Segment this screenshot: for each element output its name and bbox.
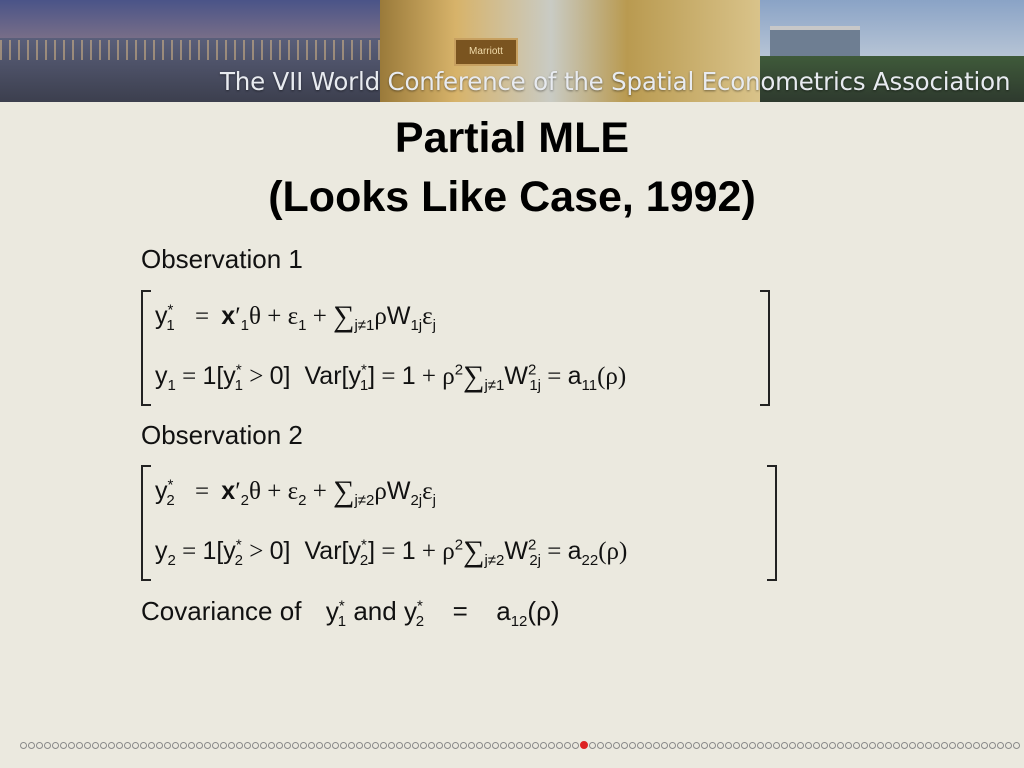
progress-dot[interactable]	[725, 742, 732, 749]
progress-dot[interactable]	[492, 742, 499, 749]
progress-dot[interactable]	[76, 742, 83, 749]
progress-dot[interactable]	[476, 742, 483, 749]
progress-dot[interactable]	[172, 742, 179, 749]
covariance-prefix: Covariance of	[141, 596, 302, 626]
progress-dot[interactable]	[532, 742, 539, 749]
progress-dot[interactable]	[404, 742, 411, 749]
progress-dot[interactable]	[677, 742, 684, 749]
progress-dot[interactable]	[220, 742, 227, 749]
progress-dot-current[interactable]	[580, 741, 588, 749]
progress-dot[interactable]	[44, 742, 51, 749]
progress-dot[interactable]	[356, 742, 363, 749]
progress-dot[interactable]	[148, 742, 155, 749]
progress-dot[interactable]	[268, 742, 275, 749]
progress-dot[interactable]	[645, 742, 652, 749]
progress-dot[interactable]	[909, 742, 916, 749]
progress-dot[interactable]	[653, 742, 660, 749]
progress-dot[interactable]	[781, 742, 788, 749]
progress-dot[interactable]	[853, 742, 860, 749]
covariance-and: and	[353, 596, 397, 626]
progress-dot[interactable]	[789, 742, 796, 749]
progress-dot[interactable]	[572, 742, 579, 749]
right-bracket	[760, 290, 770, 406]
progress-dot[interactable]	[180, 742, 187, 749]
progress-dot[interactable]	[228, 742, 235, 749]
slide-progress-dots[interactable]	[20, 739, 1010, 751]
progress-dot[interactable]	[741, 742, 748, 749]
progress-dot[interactable]	[797, 742, 804, 749]
progress-dot[interactable]	[957, 742, 964, 749]
progress-dot[interactable]	[925, 742, 932, 749]
slide-subtitle: (Looks Like Case, 1992)	[268, 173, 756, 221]
progress-dot[interactable]	[316, 742, 323, 749]
progress-dot[interactable]	[589, 742, 596, 749]
progress-dot[interactable]	[156, 742, 163, 749]
progress-dot[interactable]	[500, 742, 507, 749]
progress-dot[interactable]	[348, 742, 355, 749]
progress-dot[interactable]	[845, 742, 852, 749]
progress-dot[interactable]	[284, 742, 291, 749]
covariance-equals: =	[452, 596, 468, 626]
progress-dot[interactable]	[933, 742, 940, 749]
progress-dot[interactable]	[124, 742, 131, 749]
covariance-y2: y	[403, 596, 417, 626]
progress-dot[interactable]	[621, 742, 628, 749]
progress-dot[interactable]	[36, 742, 43, 749]
progress-dot[interactable]	[821, 742, 828, 749]
left-bracket	[141, 290, 151, 406]
banner-sign: Marriott	[454, 38, 518, 66]
progress-dot[interactable]	[420, 742, 427, 749]
progress-dot[interactable]	[332, 742, 339, 749]
progress-dot[interactable]	[1013, 742, 1020, 749]
progress-dot[interactable]	[949, 742, 956, 749]
progress-dot[interactable]	[613, 742, 620, 749]
banner-city-lights	[0, 40, 380, 60]
progress-dot[interactable]	[564, 742, 571, 749]
progress-dot[interactable]	[701, 742, 708, 749]
progress-dot[interactable]	[997, 742, 1004, 749]
progress-dot[interactable]	[116, 742, 123, 749]
progress-dot[interactable]	[84, 742, 91, 749]
progress-dot[interactable]	[757, 742, 764, 749]
progress-dot[interactable]	[108, 742, 115, 749]
progress-dot[interactable]	[196, 742, 203, 749]
progress-dot[interactable]	[901, 742, 908, 749]
progress-dot[interactable]	[380, 742, 387, 749]
progress-dot[interactable]	[164, 742, 171, 749]
progress-dot[interactable]	[436, 742, 443, 749]
progress-dot[interactable]	[829, 742, 836, 749]
right-bracket	[767, 465, 777, 581]
progress-dot[interactable]	[372, 742, 379, 749]
progress-dot[interactable]	[276, 742, 283, 749]
progress-dot[interactable]	[1005, 742, 1012, 749]
observation-2-equation-2: $y_2 = 1[y^*_2 > 0] Var[y^*_2] = 1 + \rho^2\sum_{j\ne 2}W^2_{2j} = a_{22}(\rho)$	[155, 535, 628, 569]
progress-dot[interactable]	[524, 742, 531, 749]
progress-dot[interactable]	[428, 742, 435, 749]
progress-dot[interactable]	[324, 742, 331, 749]
progress-dot[interactable]	[388, 742, 395, 749]
progress-dot[interactable]	[412, 742, 419, 749]
observation-2-matrix	[141, 465, 777, 581]
covariance-y2-sup: *	[416, 597, 423, 615]
progress-dot[interactable]	[252, 742, 259, 749]
observation-1-equation-2: $y_1 = 1[y^*_1 > 0] Var[y^*_1] = 1 + \rho^2\sum_{j\ne 1}W^2_{1j} = a_{11}(\rho)$	[155, 360, 627, 394]
covariance-y2-sub: 2	[415, 613, 425, 631]
progress-dot[interactable]	[484, 742, 491, 749]
progress-dot[interactable]	[709, 742, 716, 749]
progress-dot[interactable]	[805, 742, 812, 749]
progress-dot[interactable]	[869, 742, 876, 749]
observation-2-equation-1: $y^*_2 = x'_2\theta + \varepsilon_2 + \sum_{j\ne 2}\rho W_{2j}\varepsilon_j$	[155, 475, 436, 509]
progress-dot[interactable]	[605, 742, 612, 749]
progress-dot[interactable]	[973, 742, 980, 749]
progress-dot[interactable]	[981, 742, 988, 749]
progress-dot[interactable]	[188, 742, 195, 749]
progress-dot[interactable]	[452, 742, 459, 749]
progress-dot[interactable]	[885, 742, 892, 749]
progress-dot[interactable]	[308, 742, 315, 749]
progress-dot[interactable]	[773, 742, 780, 749]
progress-dot[interactable]	[813, 742, 820, 749]
covariance-y1: y	[325, 596, 339, 626]
progress-dot[interactable]	[548, 742, 555, 749]
progress-dot[interactable]	[28, 742, 35, 749]
covariance-rhs: a	[496, 596, 511, 626]
progress-dot[interactable]	[396, 742, 403, 749]
progress-dot[interactable]	[244, 742, 251, 749]
progress-dot[interactable]	[717, 742, 724, 749]
progress-dot[interactable]	[685, 742, 692, 749]
progress-dot[interactable]	[100, 742, 107, 749]
progress-dot[interactable]	[733, 742, 740, 749]
progress-dot[interactable]	[693, 742, 700, 749]
progress-dot[interactable]	[204, 742, 211, 749]
progress-dot[interactable]	[597, 742, 604, 749]
covariance-rhs-tail: (ρ)	[527, 596, 560, 626]
progress-dot[interactable]	[893, 742, 900, 749]
progress-dot[interactable]	[468, 742, 475, 749]
progress-dot[interactable]	[292, 742, 299, 749]
progress-dot[interactable]	[340, 742, 347, 749]
covariance-rhs-sub: 12	[510, 613, 528, 631]
banner-sky	[0, 0, 380, 40]
progress-dot[interactable]	[300, 742, 307, 749]
left-bracket	[141, 465, 151, 581]
observation-1-equation-1: $y^*_1 = x'_1\theta + \varepsilon_1 + \sum_{j\ne 1}\rho W_{1j}\varepsilon_j$	[155, 300, 436, 334]
progress-dot[interactable]	[965, 742, 972, 749]
slide-title: Partial MLE	[394, 114, 630, 162]
progress-dot[interactable]	[749, 742, 756, 749]
progress-dot[interactable]	[60, 742, 67, 749]
conference-title: The VII World Conference of the Spatial Econometrics Association	[220, 67, 1011, 96]
progress-dot[interactable]	[460, 742, 467, 749]
progress-dot[interactable]	[92, 742, 99, 749]
progress-dot[interactable]	[444, 742, 451, 749]
progress-dot[interactable]	[212, 742, 219, 749]
progress-dot[interactable]	[669, 742, 676, 749]
progress-dot[interactable]	[260, 742, 267, 749]
progress-dot[interactable]	[236, 742, 243, 749]
covariance-y1-sub: 1	[337, 613, 347, 631]
covariance-y1-sup: *	[338, 597, 345, 615]
progress-dot[interactable]	[661, 742, 668, 749]
progress-dot[interactable]	[637, 742, 644, 749]
progress-dot[interactable]	[68, 742, 75, 749]
progress-dot[interactable]	[516, 742, 523, 749]
observation-1-label: Observation 1	[141, 244, 303, 274]
progress-dot[interactable]	[20, 742, 27, 749]
progress-dot[interactable]	[556, 742, 563, 749]
progress-dot[interactable]	[540, 742, 547, 749]
observation-2-label: Observation 2	[141, 420, 303, 450]
progress-dot[interactable]	[364, 742, 371, 749]
covariance-statement	[141, 596, 560, 630]
progress-dot[interactable]	[989, 742, 996, 749]
progress-dot[interactable]	[52, 742, 59, 749]
progress-dot[interactable]	[132, 742, 139, 749]
progress-dot[interactable]	[765, 742, 772, 749]
observation-1-matrix	[141, 290, 770, 406]
progress-dot[interactable]	[837, 742, 844, 749]
progress-dot[interactable]	[140, 742, 147, 749]
progress-dot[interactable]	[508, 742, 515, 749]
header-banner	[0, 0, 1024, 102]
progress-dot[interactable]	[861, 742, 868, 749]
progress-dot[interactable]	[941, 742, 948, 749]
progress-dot[interactable]	[877, 742, 884, 749]
progress-dot[interactable]	[917, 742, 924, 749]
progress-dot[interactable]	[629, 742, 636, 749]
